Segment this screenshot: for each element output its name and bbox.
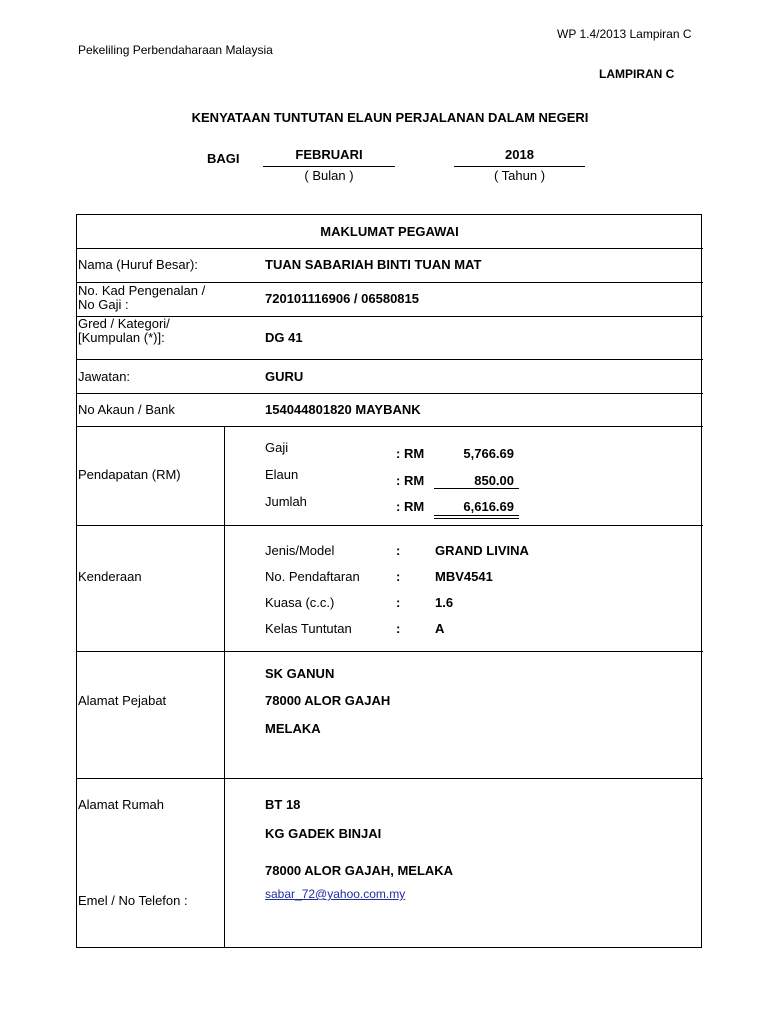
row-divider	[76, 778, 703, 779]
income-allowance-name: Elaun	[265, 467, 299, 482]
income-total-name: Jumlah	[265, 494, 307, 509]
vehicle-model-name: Jenis/Model	[265, 543, 335, 558]
month-caption: ( Bulan )	[304, 168, 354, 183]
ic-label-line2: No Gaji :	[78, 297, 129, 312]
ic-label-line1: No. Kad Pengenalan /	[78, 283, 206, 298]
income-salary-currency: : RM	[396, 446, 425, 461]
vehicle-model-value: GRAND LIVINA	[435, 543, 529, 558]
home-address-label: Alamat Rumah	[78, 797, 164, 812]
row-divider	[76, 426, 703, 427]
grade-label-line1: Gred / Kategori/	[78, 316, 170, 331]
vehicle-class-sep: :	[396, 621, 401, 636]
office-address-line3: MELAKA	[265, 721, 321, 736]
row-divider	[76, 393, 703, 394]
vehicle-model-sep: :	[396, 543, 401, 558]
office-address-label: Alamat Pejabat	[78, 693, 167, 708]
income-label: Pendapatan (RM)	[78, 467, 181, 482]
income-allowance-amount: 850.00	[474, 473, 514, 488]
income-total-amount: 6,616.69	[463, 499, 514, 514]
row-divider	[76, 359, 703, 360]
section-title: MAKLUMAT PEGAWAI	[320, 224, 459, 239]
income-allowance-currency: : RM	[396, 473, 425, 488]
income-salary-name: Gaji	[265, 440, 289, 455]
ic-label	[78, 284, 205, 312]
appendix-label: LAMPIRAN C	[599, 67, 675, 81]
contact-label: Emel / No Telefon :	[78, 893, 188, 908]
month-underline	[263, 166, 395, 167]
home-address-line3: 78000 ALOR GAJAH, MELAKA	[265, 863, 454, 878]
row-divider	[76, 316, 703, 317]
vehicle-class-name: Kelas Tuntutan	[265, 621, 352, 636]
year-caption: ( Tahun )	[493, 168, 546, 183]
row-divider	[76, 651, 703, 652]
column-divider	[224, 426, 225, 948]
month-value: FEBRUARI	[295, 147, 363, 162]
document-reference: WP 1.4/2013 Lampiran C	[557, 27, 692, 41]
vehicle-registration-sep: :	[396, 569, 401, 584]
subtotal-underline	[434, 488, 519, 489]
vehicle-class-value: A	[435, 621, 445, 636]
income-salary-amount: 5,766.69	[463, 446, 514, 461]
bank-label: No Akaun / Bank	[78, 402, 175, 417]
period-label: BAGI	[207, 151, 240, 166]
name-label: Nama (Huruf Besar):	[78, 257, 198, 272]
office-address-line2: 78000 ALOR GAJAH	[265, 693, 391, 708]
grade-label-line2: [Kumpulan (*)]:	[78, 330, 165, 345]
vehicle-registration-value: MBV4541	[435, 569, 493, 584]
email-link[interactable]: sabar_72@yahoo.com.my	[265, 887, 406, 901]
page-title: KENYATAAN TUNTUTAN ELAUN PERJALANAN DALAM NEGERI	[191, 110, 589, 125]
row-divider	[76, 525, 703, 526]
vehicle-cc-value: 1.6	[435, 595, 454, 610]
vehicle-label: Kenderaan	[78, 569, 142, 584]
grade-label	[78, 317, 170, 345]
vehicle-registration-name: No. Pendaftaran	[265, 569, 360, 584]
circular-title: Pekeliling Perbendaharaan Malaysia	[78, 43, 273, 57]
row-divider	[76, 248, 703, 249]
bank-value: 154044801820 MAYBANK	[265, 402, 421, 417]
ic-value: 720101116906 / 06580815	[265, 291, 420, 306]
office-address-line1: SK GANUN	[265, 666, 335, 681]
total-double-underline-1	[434, 515, 519, 516]
grade-value: DG 41	[265, 330, 303, 345]
position-label: Jawatan:	[78, 369, 131, 384]
total-double-underline-2	[434, 518, 519, 519]
vehicle-cc-sep: :	[396, 595, 401, 610]
home-address-line2: KG GADEK BINJAI	[265, 826, 382, 841]
year-value: 2018	[505, 147, 534, 162]
vehicle-cc-name: Kuasa (c.c.)	[265, 595, 335, 610]
year-underline	[454, 166, 585, 167]
name-value: TUAN SABARIAH BINTI TUAN MAT	[265, 257, 482, 272]
income-total-currency: : RM	[396, 499, 425, 514]
home-address-line1: BT 18	[265, 797, 301, 812]
position-value: GURU	[265, 369, 304, 384]
